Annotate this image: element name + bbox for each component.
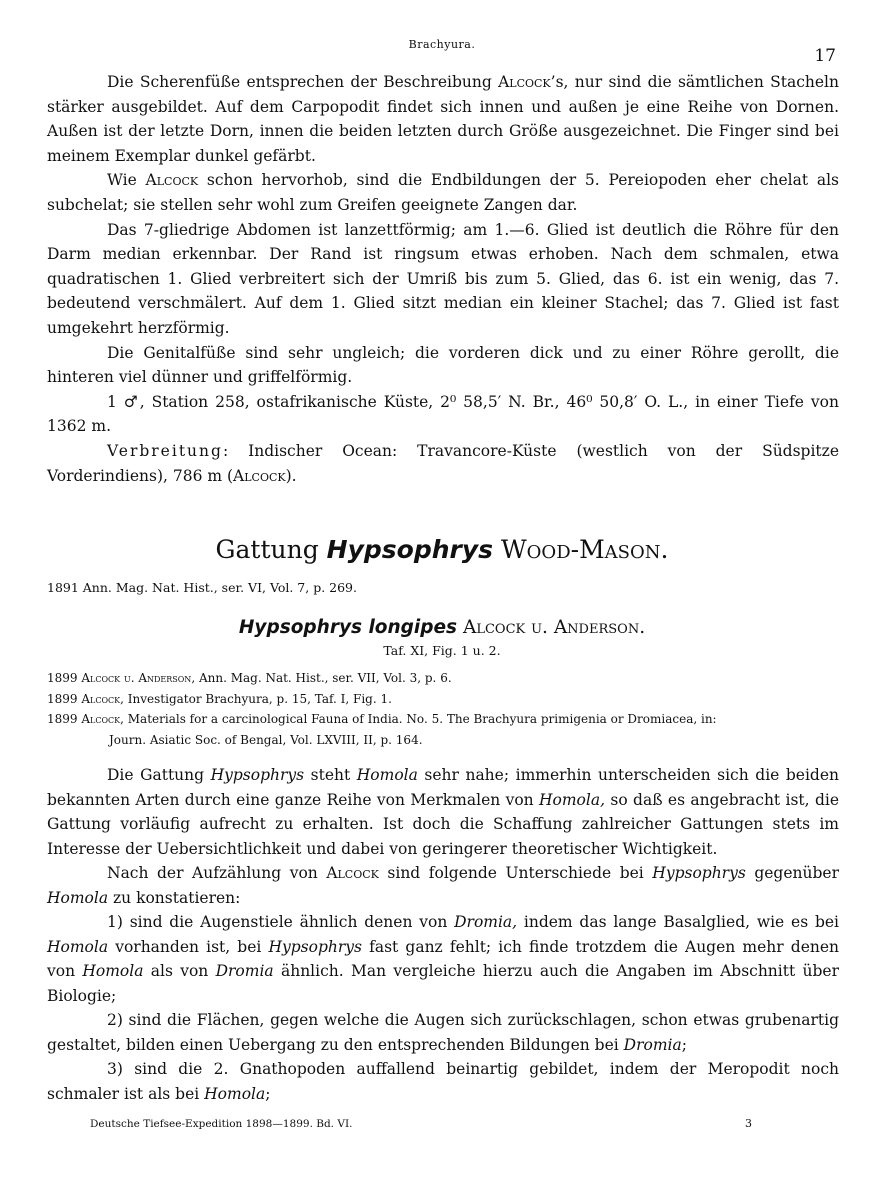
paragraph-difference-3: 3) sind die 2. Gnathopoden auffallend beinartig gebildet, indem der Meropodit noch schmaler ist als bei Homola; [47,1060,839,1103]
paragraph-chelipeds: Die Scherenfüße entsprechen der Beschreibung Alcock’s, nur sind die sämtlichen Stacheln stärker ausgebildet. Auf dem Carpopodit findet sich innen und außen je eine Reihe von Dornen. Außen ist der letzte Dorn, innen die beiden letzten durch Größe ausgezeichnet. Die Finger sind bei meinem Exemplar dunkel gefärbt. [47,73,839,165]
paragraph-difference-2: 2) sind die Flächen, gegen welche die Augen sich zurückschlagen, schon etwas grubenartig gestaltet, bilden einen Uebergang zu den entsprechenden Bildungen bei Dromia; [47,1011,839,1054]
genus-heading: Gattung Hypsophrys Wood-Mason. [215,535,669,564]
reference-item: 1899 Alcock, Investigator Brachyura, p. 15, Taf. I, Fig. 1. [47,691,392,706]
bottom-text-block [47,763,839,1106]
paragraph-station: 1 ♂, Station 258, ostafrikanische Küste, 2⁰ 58,5′ N. Br., 46⁰ 50,8′ O. L., in einer Tiefe von 1362 m. [47,392,839,436]
species-heading: Hypsophrys longipes Alcock u. Anderson. [238,617,646,638]
reference-item: 1899 Alcock, Materials for a carcinological Fauna of India. No. 5. The Brachyura primigenia or Dromiacea, in: [47,712,717,726]
paragraph-genus-relation: Die Gattung Hypsophrys steht Homola sehr nahe; immerhin unterscheiden sich die beiden bekannten Arten durch eine ganze Reihe von Merkmalen von Homola, so daß es angebracht ist, die Gattung vorläufig aufrecht zu erhalten. Ist doch die Schaffung zahlreicher Gattungen stets im Interesse der Uebersichtlichkeit und dabei von geringerer theoretischer Wichtigkeit. [47,766,839,858]
genus-reference: 1891 Ann. Mag. Nat. Hist., ser. VI, Vol. 7, p. 269. [47,580,357,595]
paragraph-difference-1: 1) sind die Augenstiele ähnlich denen von Dromia, indem das lange Basalglied, wie es bei Homola vorhanden ist, bei Hypsophrys fast ganz fehlt; ich finde trotzdem die Augen mehr denen von Homola als von Dromia ähnlich. Man vergleiche hierzu auch die Angaben im Abschnitt über Biologie; [47,913,840,1005]
footer-publication: Deutsche Tiefsee-Expedition 1898—1899. Bd. VI. [90,1118,353,1130]
paragraph-differences-intro: Nach der Aufzählung von Alcock sind folgende Unterschiede bei Hypsophrys gegenüber Homola zu konstatieren: [47,864,839,907]
paragraph-abdomen: Das 7-gliedrige Abdomen ist lanzettförmig; am 1.—6. Glied ist deutlich die Röhre für den Darm median erkennbar. Der Rand ist ringsum etwas erhoben. Nach dem schmalen, etwa quadratischen 1. Glied verbreitert sich der Umriß bis zum 5. Glied, das 6. ist ein wenig, das 7. bedeutend verschmälert. Auf dem 1. Glied sitzt median ein kleiner Stachel; das 7. Glied ist fast umgekehrt herzförmig. [47,220,839,337]
reference-item: 1899 Alcock u. Anderson, Ann. Mag. Nat. Hist., ser. VII, Vol. 3, p. 6. [47,671,452,685]
reference-continuation: Journ. Asiatic Soc. of Bengal, Vol. LXVIII, II, p. 164. [109,732,423,747]
footer-signature-number: 3 [745,1117,752,1130]
reference-list [47,668,839,750]
page-number: 17 [814,46,836,66]
top-text-block [47,70,839,488]
species-plate-reference: Taf. XI, Fig. 1 u. 2. [383,643,501,658]
paragraph-genital-feet: Die Genitalfüße sind sehr ungleich; die vorderen dick und zu einer Röhre gerollt, die hinteren viel dünner und griffelförmig. [47,343,839,387]
running-head: Brachyura. [408,38,476,51]
paragraph-pereiopods: Wie Alcock schon hervorhob, sind die Endbildungen der 5. Pereiopoden eher chelat als subchelat; sie stellen sehr wohl zum Greifen geeignete Zangen dar. [47,171,839,214]
paragraph-distribution: Verbreitung: Indischer Ocean: Travancore-Küste (westlich von der Südspitze Vorderindiens), 786 m (Alcock). [47,441,839,485]
